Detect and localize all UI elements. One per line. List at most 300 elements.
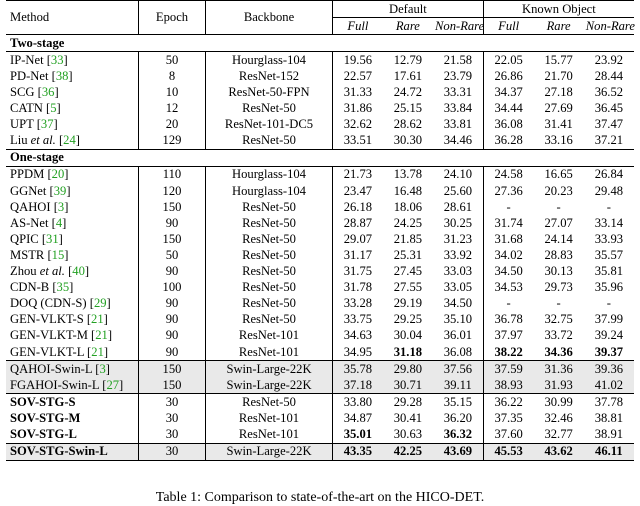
value-cell-d-full: 33.28 bbox=[333, 296, 383, 312]
value-cell-d-full: 34.63 bbox=[333, 328, 383, 344]
value-cell-k-rare: 33.16 bbox=[544, 133, 573, 148]
table-row bbox=[6, 328, 634, 344]
method-name: SOV-STG-S bbox=[10, 394, 76, 409]
citation-link[interactable]: 36 bbox=[41, 85, 55, 100]
value-cell-k-non: 35.57 bbox=[594, 247, 624, 262]
value-cell-k-full: 36.08 bbox=[483, 117, 533, 133]
value-cell-d-non: 35.15 bbox=[433, 394, 483, 411]
method-name: Liu bbox=[10, 133, 31, 148]
backbone-cell: ResNet-50 bbox=[206, 199, 333, 215]
value-cell-d-non: 36.32 bbox=[443, 426, 473, 441]
table-row bbox=[6, 247, 634, 263]
epoch-cell: 10 bbox=[139, 84, 206, 100]
citation-link[interactable]: 40 bbox=[72, 264, 85, 279]
value-cell-k-non: 37.99 bbox=[594, 312, 624, 327]
table-row bbox=[6, 84, 634, 100]
value-cell-d-rare: 42.25 bbox=[383, 443, 433, 460]
table-row bbox=[6, 296, 634, 312]
value-cell-k-non: 39.36 bbox=[584, 361, 634, 378]
method-name-tail: [ bbox=[55, 133, 64, 148]
backbone-cell: ResNet-50 bbox=[206, 280, 333, 296]
value-cell-d-full: 35.01 bbox=[333, 426, 383, 443]
method-name: IP-Net [ bbox=[10, 52, 51, 67]
value-cell-d-rare: 16.48 bbox=[393, 183, 423, 198]
method-cell bbox=[6, 101, 139, 117]
backbone-cell: Hourglass-104 bbox=[206, 166, 333, 183]
method-cell bbox=[6, 231, 139, 247]
value-cell-k-rare: 31.93 bbox=[534, 377, 584, 394]
citation-close: ] bbox=[75, 133, 80, 148]
value-cell-d-non: 33.84 bbox=[443, 101, 473, 116]
epoch-cell: 150 bbox=[139, 199, 206, 215]
method-name: GGNet [ bbox=[10, 183, 54, 198]
method-name: QAHOI [ bbox=[10, 199, 58, 214]
value-cell-d-rare: 28.62 bbox=[393, 117, 423, 132]
backbone-cell: Swin-Large-22K bbox=[206, 361, 333, 378]
epoch-cell: 100 bbox=[139, 280, 206, 296]
value-cell-d-full: 33.51 bbox=[333, 133, 383, 150]
table-row bbox=[6, 215, 634, 231]
method-name: SOV-STG-L bbox=[10, 426, 77, 441]
epoch-cell: 90 bbox=[139, 312, 206, 328]
header-default-rare: Rare bbox=[395, 18, 420, 33]
citation-close: ] bbox=[64, 199, 69, 214]
table-row bbox=[6, 377, 634, 394]
epoch-cell: 150 bbox=[139, 377, 206, 394]
value-cell-k-rare: 34.36 bbox=[544, 344, 573, 359]
backbone-cell: Swin-Large-22K bbox=[206, 443, 333, 460]
method-name: SCG [ bbox=[10, 85, 42, 100]
value-cell-k-rare: 27.18 bbox=[544, 85, 573, 100]
value-cell-d-rare: 30.63 bbox=[393, 426, 423, 441]
citation-close: ] bbox=[58, 231, 63, 246]
value-cell-k-full: 36.22 bbox=[483, 394, 533, 411]
value-cell-d-full: 31.17 bbox=[333, 247, 383, 263]
citation-close: ] bbox=[64, 247, 69, 262]
value-cell-k-full: 36.28 bbox=[483, 133, 533, 150]
value-cell-d-non: 30.25 bbox=[443, 215, 473, 230]
value-cell-d-non: 31.23 bbox=[443, 231, 473, 246]
method-name: UPT [ bbox=[10, 117, 41, 132]
method-name: GEN-VLKT-L [ bbox=[10, 344, 92, 359]
value-cell-k-full: 34.50 bbox=[483, 264, 533, 280]
citation-close: ] bbox=[84, 264, 90, 279]
method-cell bbox=[6, 264, 139, 280]
value-cell-k-full: 31.68 bbox=[483, 231, 533, 247]
method-name-tail: [ bbox=[64, 264, 73, 279]
citation-close: ] bbox=[106, 296, 111, 311]
header-default-non-rare: Non-Rare bbox=[435, 18, 485, 33]
value-cell-d-full: 26.18 bbox=[333, 199, 383, 215]
value-cell-k-rare: 30.13 bbox=[544, 264, 573, 279]
value-cell-d-non: 33.31 bbox=[443, 85, 473, 100]
value-cell-d-full: 21.73 bbox=[333, 166, 383, 183]
table-row bbox=[6, 68, 634, 84]
citation-link[interactable]: 35 bbox=[56, 280, 70, 295]
value-cell-k-rare: - bbox=[556, 199, 561, 214]
value-cell-k-rare: 15.77 bbox=[534, 52, 584, 69]
citation-link[interactable]: 3 bbox=[57, 199, 65, 214]
value-cell-k-rare: - bbox=[556, 296, 561, 311]
value-cell-d-non: 39.11 bbox=[433, 377, 483, 394]
method-name-italic: et al. bbox=[39, 264, 65, 279]
citation-link[interactable]: 21 bbox=[91, 344, 104, 359]
backbone-cell: ResNet-101 bbox=[206, 328, 333, 344]
value-cell-k-full: 34.44 bbox=[483, 101, 533, 117]
value-cell-d-rare: 27.55 bbox=[393, 280, 423, 295]
epoch-cell: 150 bbox=[139, 361, 206, 378]
backbone-cell: ResNet-50 bbox=[206, 312, 333, 328]
section-title: Two-stage bbox=[6, 35, 634, 52]
table-row bbox=[6, 410, 634, 426]
method-cell bbox=[6, 426, 139, 443]
method-cell bbox=[6, 280, 139, 296]
epoch-cell: 90 bbox=[139, 344, 206, 361]
value-cell-d-rare: 18.06 bbox=[393, 199, 423, 214]
citation-link[interactable]: 39 bbox=[53, 183, 67, 198]
table-row bbox=[6, 133, 634, 150]
epoch-cell: 12 bbox=[139, 101, 206, 117]
citation-link[interactable]: 24 bbox=[63, 133, 76, 148]
value-cell-k-non: 37.21 bbox=[594, 133, 624, 148]
citation-link[interactable]: 33 bbox=[50, 52, 64, 67]
method-name: SOV-STG-Swin-L bbox=[10, 444, 108, 459]
backbone-cell: ResNet-50 bbox=[206, 215, 333, 231]
table-row bbox=[6, 361, 634, 378]
value-cell-d-non: 34.50 bbox=[443, 296, 473, 311]
table-row bbox=[6, 101, 634, 117]
epoch-cell: 8 bbox=[139, 68, 206, 84]
value-cell-d-rare: 21.85 bbox=[393, 231, 423, 246]
value-cell-k-non: 33.93 bbox=[594, 231, 624, 246]
backbone-cell: ResNet-50 bbox=[206, 296, 333, 312]
citation-link[interactable]: 21 bbox=[95, 328, 108, 343]
value-cell-k-rare: 32.75 bbox=[544, 312, 573, 327]
value-cell-k-full: - bbox=[483, 199, 533, 215]
value-cell-d-non: 43.69 bbox=[433, 443, 483, 460]
value-cell-k-rare: 32.77 bbox=[544, 426, 573, 441]
header-known-rare: Rare bbox=[546, 18, 571, 33]
value-cell-k-full: 37.97 bbox=[483, 328, 533, 344]
method-cell bbox=[6, 328, 139, 344]
method-name: GEN-VLKT-S [ bbox=[10, 312, 92, 327]
value-cell-d-non: 33.05 bbox=[443, 280, 473, 295]
method-name: DOQ (CDN-S) [ bbox=[10, 296, 94, 311]
method-cell bbox=[6, 344, 139, 361]
citation-link[interactable]: 27 bbox=[106, 377, 120, 392]
value-cell-k-non: 33.14 bbox=[594, 215, 624, 230]
method-name: QAHOI-Swin-L [ bbox=[10, 361, 100, 376]
method-name: PPDM [ bbox=[10, 167, 52, 182]
epoch-cell: 150 bbox=[139, 231, 206, 247]
value-cell-d-full: 32.62 bbox=[333, 117, 383, 133]
value-cell-k-rare: 24.14 bbox=[544, 231, 573, 246]
method-name: FGAHOI-Swin-L [ bbox=[10, 377, 107, 392]
value-cell-d-non: 28.61 bbox=[443, 199, 473, 214]
header-method: Method bbox=[6, 1, 139, 35]
value-cell-k-full: 38.22 bbox=[483, 344, 533, 361]
header-default-full: Full bbox=[333, 18, 383, 35]
citation-close: ] bbox=[103, 344, 109, 359]
citation-link[interactable]: 20 bbox=[51, 167, 65, 182]
value-cell-d-full: 31.86 bbox=[333, 101, 383, 117]
value-cell-k-rare: 27.69 bbox=[544, 101, 573, 116]
citation-close: ] bbox=[63, 52, 68, 67]
method-cell bbox=[6, 199, 139, 215]
value-cell-k-non: - bbox=[606, 296, 611, 311]
results-table bbox=[6, 0, 634, 461]
citation-close: ] bbox=[68, 68, 73, 83]
value-cell-d-full: 34.95 bbox=[333, 344, 383, 361]
value-cell-k-full: 38.93 bbox=[483, 377, 533, 394]
value-cell-d-full: 33.75 bbox=[333, 312, 383, 328]
value-cell-k-non: 41.02 bbox=[584, 377, 634, 394]
value-cell-d-full: 43.35 bbox=[333, 443, 383, 460]
value-cell-k-full: 36.78 bbox=[483, 312, 533, 328]
table-row bbox=[6, 199, 634, 215]
citation-close: ] bbox=[62, 215, 67, 230]
value-cell-k-rare: 21.70 bbox=[544, 68, 573, 83]
citation-link[interactable]: 15 bbox=[51, 247, 65, 262]
epoch-cell: 120 bbox=[139, 183, 206, 199]
value-cell-k-full: 34.02 bbox=[483, 247, 533, 263]
backbone-cell: ResNet-50 bbox=[206, 264, 333, 280]
backbone-cell: ResNet-50 bbox=[206, 133, 333, 150]
method-cell bbox=[6, 296, 139, 312]
value-cell-k-full: 24.58 bbox=[483, 166, 533, 183]
backbone-cell: ResNet-50 bbox=[206, 247, 333, 263]
method-name: PD-Net [ bbox=[10, 68, 56, 83]
value-cell-d-rare: 30.41 bbox=[393, 410, 423, 425]
method-cell bbox=[6, 133, 139, 150]
value-cell-d-full: 23.47 bbox=[333, 183, 383, 199]
method-cell bbox=[6, 183, 139, 199]
value-cell-d-full: 31.75 bbox=[333, 264, 383, 280]
value-cell-d-rare: 29.25 bbox=[393, 312, 423, 327]
method-name: QPIC [ bbox=[10, 231, 47, 246]
value-cell-d-full: 19.56 bbox=[333, 52, 383, 69]
value-cell-k-full: 27.36 bbox=[483, 183, 533, 199]
epoch-cell: 90 bbox=[139, 328, 206, 344]
table-row bbox=[6, 117, 634, 133]
value-cell-k-non: 38.81 bbox=[594, 410, 624, 425]
citation-close: ] bbox=[54, 85, 59, 100]
value-cell-k-full: 45.53 bbox=[483, 443, 533, 460]
citation-link[interactable]: 21 bbox=[91, 312, 104, 327]
value-cell-d-rare: 17.61 bbox=[393, 68, 423, 83]
header-default: Default bbox=[333, 1, 484, 18]
value-cell-d-rare: 30.30 bbox=[393, 133, 423, 148]
value-cell-d-non: 34.46 bbox=[443, 133, 473, 148]
table-caption: Table 1: Comparison to state-of-the-art on the HICO-DET. bbox=[155, 490, 485, 505]
table-row bbox=[6, 394, 634, 411]
value-cell-k-full: 26.86 bbox=[483, 68, 533, 84]
value-cell-k-non: 36.52 bbox=[594, 85, 624, 100]
value-cell-k-non: 35.96 bbox=[594, 280, 624, 295]
epoch-cell: 30 bbox=[139, 443, 206, 460]
table-row bbox=[6, 52, 634, 69]
backbone-cell: ResNet-50 bbox=[206, 101, 333, 117]
value-cell-d-rare: 29.19 bbox=[393, 296, 423, 311]
method-cell bbox=[6, 312, 139, 328]
method-cell bbox=[6, 443, 139, 460]
value-cell-k-rare: 33.72 bbox=[544, 328, 573, 343]
value-cell-d-non: 35.10 bbox=[443, 312, 473, 327]
backbone-cell: ResNet-50 bbox=[206, 394, 333, 411]
backbone-cell: Swin-Large-22K bbox=[206, 377, 333, 394]
value-cell-d-non: 21.58 bbox=[433, 52, 483, 69]
backbone-cell: ResNet-101 bbox=[206, 410, 333, 426]
citation-close: ] bbox=[107, 328, 113, 343]
citation-link[interactable]: 29 bbox=[93, 296, 107, 311]
value-cell-d-non: 33.03 bbox=[443, 264, 473, 279]
method-name: Zhou bbox=[10, 264, 40, 279]
citation-close: ] bbox=[103, 312, 108, 327]
citation-close: ] bbox=[105, 361, 110, 376]
value-cell-k-non: 26.84 bbox=[584, 166, 634, 183]
method-cell bbox=[6, 215, 139, 231]
backbone-cell: Hourglass-104 bbox=[206, 52, 333, 69]
method-cell bbox=[6, 377, 139, 394]
citation-link[interactable]: 37 bbox=[40, 117, 54, 132]
value-cell-k-non: 37.78 bbox=[584, 394, 634, 411]
value-cell-d-rare: 27.45 bbox=[393, 264, 423, 279]
value-cell-d-non: 25.60 bbox=[443, 183, 473, 198]
table-row bbox=[6, 443, 634, 460]
method-cell bbox=[6, 361, 139, 378]
epoch-cell: 90 bbox=[139, 215, 206, 231]
citation-close: ] bbox=[53, 117, 58, 132]
value-cell-d-rare: 24.25 bbox=[393, 215, 423, 230]
value-cell-d-full: 37.18 bbox=[333, 377, 383, 394]
value-cell-k-full: 22.05 bbox=[483, 52, 533, 69]
value-cell-k-non: - bbox=[606, 199, 611, 214]
citation-close: ] bbox=[64, 167, 69, 182]
table-row bbox=[6, 426, 634, 443]
value-cell-d-full: 31.33 bbox=[333, 84, 383, 100]
value-cell-k-rare: 30.99 bbox=[534, 394, 584, 411]
method-name: CATN [ bbox=[10, 101, 51, 116]
value-cell-k-rare: 28.83 bbox=[544, 247, 573, 262]
method-name: SOV-STG-M bbox=[10, 410, 81, 425]
value-cell-k-full: 37.59 bbox=[483, 361, 533, 378]
value-cell-d-rare: 12.79 bbox=[383, 52, 433, 69]
value-cell-d-full: 28.87 bbox=[333, 215, 383, 231]
method-name: AS-Net [ bbox=[10, 215, 56, 230]
value-cell-d-non: 36.01 bbox=[443, 328, 473, 343]
epoch-cell: 110 bbox=[139, 166, 206, 183]
epoch-cell: 50 bbox=[139, 52, 206, 69]
value-cell-k-non: 37.47 bbox=[594, 117, 624, 132]
table-row bbox=[6, 312, 634, 328]
value-cell-k-non: 29.48 bbox=[594, 183, 624, 198]
value-cell-d-rare: 29.80 bbox=[383, 361, 433, 378]
value-cell-k-non: 39.37 bbox=[594, 344, 624, 359]
citation-close: ] bbox=[69, 280, 74, 295]
value-cell-d-full: 35.78 bbox=[333, 361, 383, 378]
value-cell-d-non: 37.56 bbox=[433, 361, 483, 378]
header-known-non-rare: Non-Rare bbox=[585, 18, 635, 33]
method-name: GEN-VLKT-M [ bbox=[10, 328, 96, 343]
value-cell-d-rare: 13.78 bbox=[383, 166, 433, 183]
method-cell bbox=[6, 52, 139, 69]
value-cell-d-full: 33.80 bbox=[333, 394, 383, 411]
header-known-object: Known Object bbox=[483, 1, 634, 18]
value-cell-d-non: 23.79 bbox=[443, 68, 473, 83]
citation-link[interactable]: 3 bbox=[99, 361, 106, 376]
header-row-top bbox=[6, 1, 634, 18]
value-cell-k-full: 34.37 bbox=[483, 84, 533, 100]
value-cell-d-full: 29.07 bbox=[333, 231, 383, 247]
method-name: CDN-B [ bbox=[10, 280, 57, 295]
method-cell bbox=[6, 410, 139, 426]
value-cell-k-rare: 27.07 bbox=[544, 215, 573, 230]
epoch-cell: 20 bbox=[139, 117, 206, 133]
value-cell-d-full: 22.57 bbox=[333, 68, 383, 84]
value-cell-d-full: 31.78 bbox=[333, 280, 383, 296]
citation-link[interactable]: 31 bbox=[46, 231, 59, 246]
section-header-row bbox=[6, 35, 634, 52]
citation-link[interactable]: 4 bbox=[55, 215, 63, 230]
method-cell bbox=[6, 247, 139, 263]
method-cell bbox=[6, 117, 139, 133]
table-row bbox=[6, 166, 634, 183]
citation-close: ] bbox=[56, 101, 61, 116]
value-cell-k-rare: 16.65 bbox=[534, 166, 584, 183]
value-cell-k-non: 38.91 bbox=[594, 426, 624, 441]
value-cell-d-rare: 30.71 bbox=[383, 377, 433, 394]
value-cell-k-full: 37.60 bbox=[483, 426, 533, 443]
header-known-full: Full bbox=[483, 18, 533, 35]
value-cell-k-full: - bbox=[483, 296, 533, 312]
value-cell-d-rare: 31.18 bbox=[393, 344, 423, 359]
section-title: One-stage bbox=[6, 149, 634, 166]
value-cell-k-rare: 31.36 bbox=[534, 361, 584, 378]
value-cell-k-full: 34.53 bbox=[483, 280, 533, 296]
value-cell-k-rare: 32.46 bbox=[544, 410, 573, 425]
value-cell-k-rare: 29.73 bbox=[544, 280, 573, 295]
method-cell bbox=[6, 68, 139, 84]
citation-link[interactable]: 5 bbox=[50, 101, 57, 116]
value-cell-k-non: 39.24 bbox=[594, 328, 624, 343]
value-cell-k-rare: 31.41 bbox=[544, 117, 573, 132]
method-name-italic: et al. bbox=[30, 133, 56, 148]
backbone-cell: ResNet-152 bbox=[206, 68, 333, 84]
header-epoch: Epoch bbox=[139, 1, 206, 35]
backbone-cell: Hourglass-104 bbox=[206, 183, 333, 199]
epoch-cell: 30 bbox=[139, 410, 206, 426]
method-cell bbox=[6, 166, 139, 183]
value-cell-k-non: 23.92 bbox=[584, 52, 634, 69]
value-cell-k-full: 37.35 bbox=[483, 410, 533, 426]
backbone-cell: ResNet-50 bbox=[206, 231, 333, 247]
value-cell-d-rare: 24.72 bbox=[393, 85, 423, 100]
value-cell-k-non: 28.44 bbox=[594, 68, 624, 83]
table-row bbox=[6, 264, 634, 280]
value-cell-k-full: 31.74 bbox=[483, 215, 533, 231]
table-row bbox=[6, 183, 634, 199]
value-cell-d-non: 24.10 bbox=[433, 166, 483, 183]
epoch-cell: 50 bbox=[139, 247, 206, 263]
citation-close: ] bbox=[119, 377, 124, 392]
epoch-cell: 129 bbox=[139, 133, 206, 150]
epoch-cell: 90 bbox=[139, 296, 206, 312]
citation-link[interactable]: 38 bbox=[55, 68, 69, 83]
table-row bbox=[6, 231, 634, 247]
value-cell-d-rare: 25.15 bbox=[393, 101, 423, 116]
value-cell-d-non: 36.08 bbox=[443, 344, 473, 359]
epoch-cell: 30 bbox=[139, 426, 206, 443]
